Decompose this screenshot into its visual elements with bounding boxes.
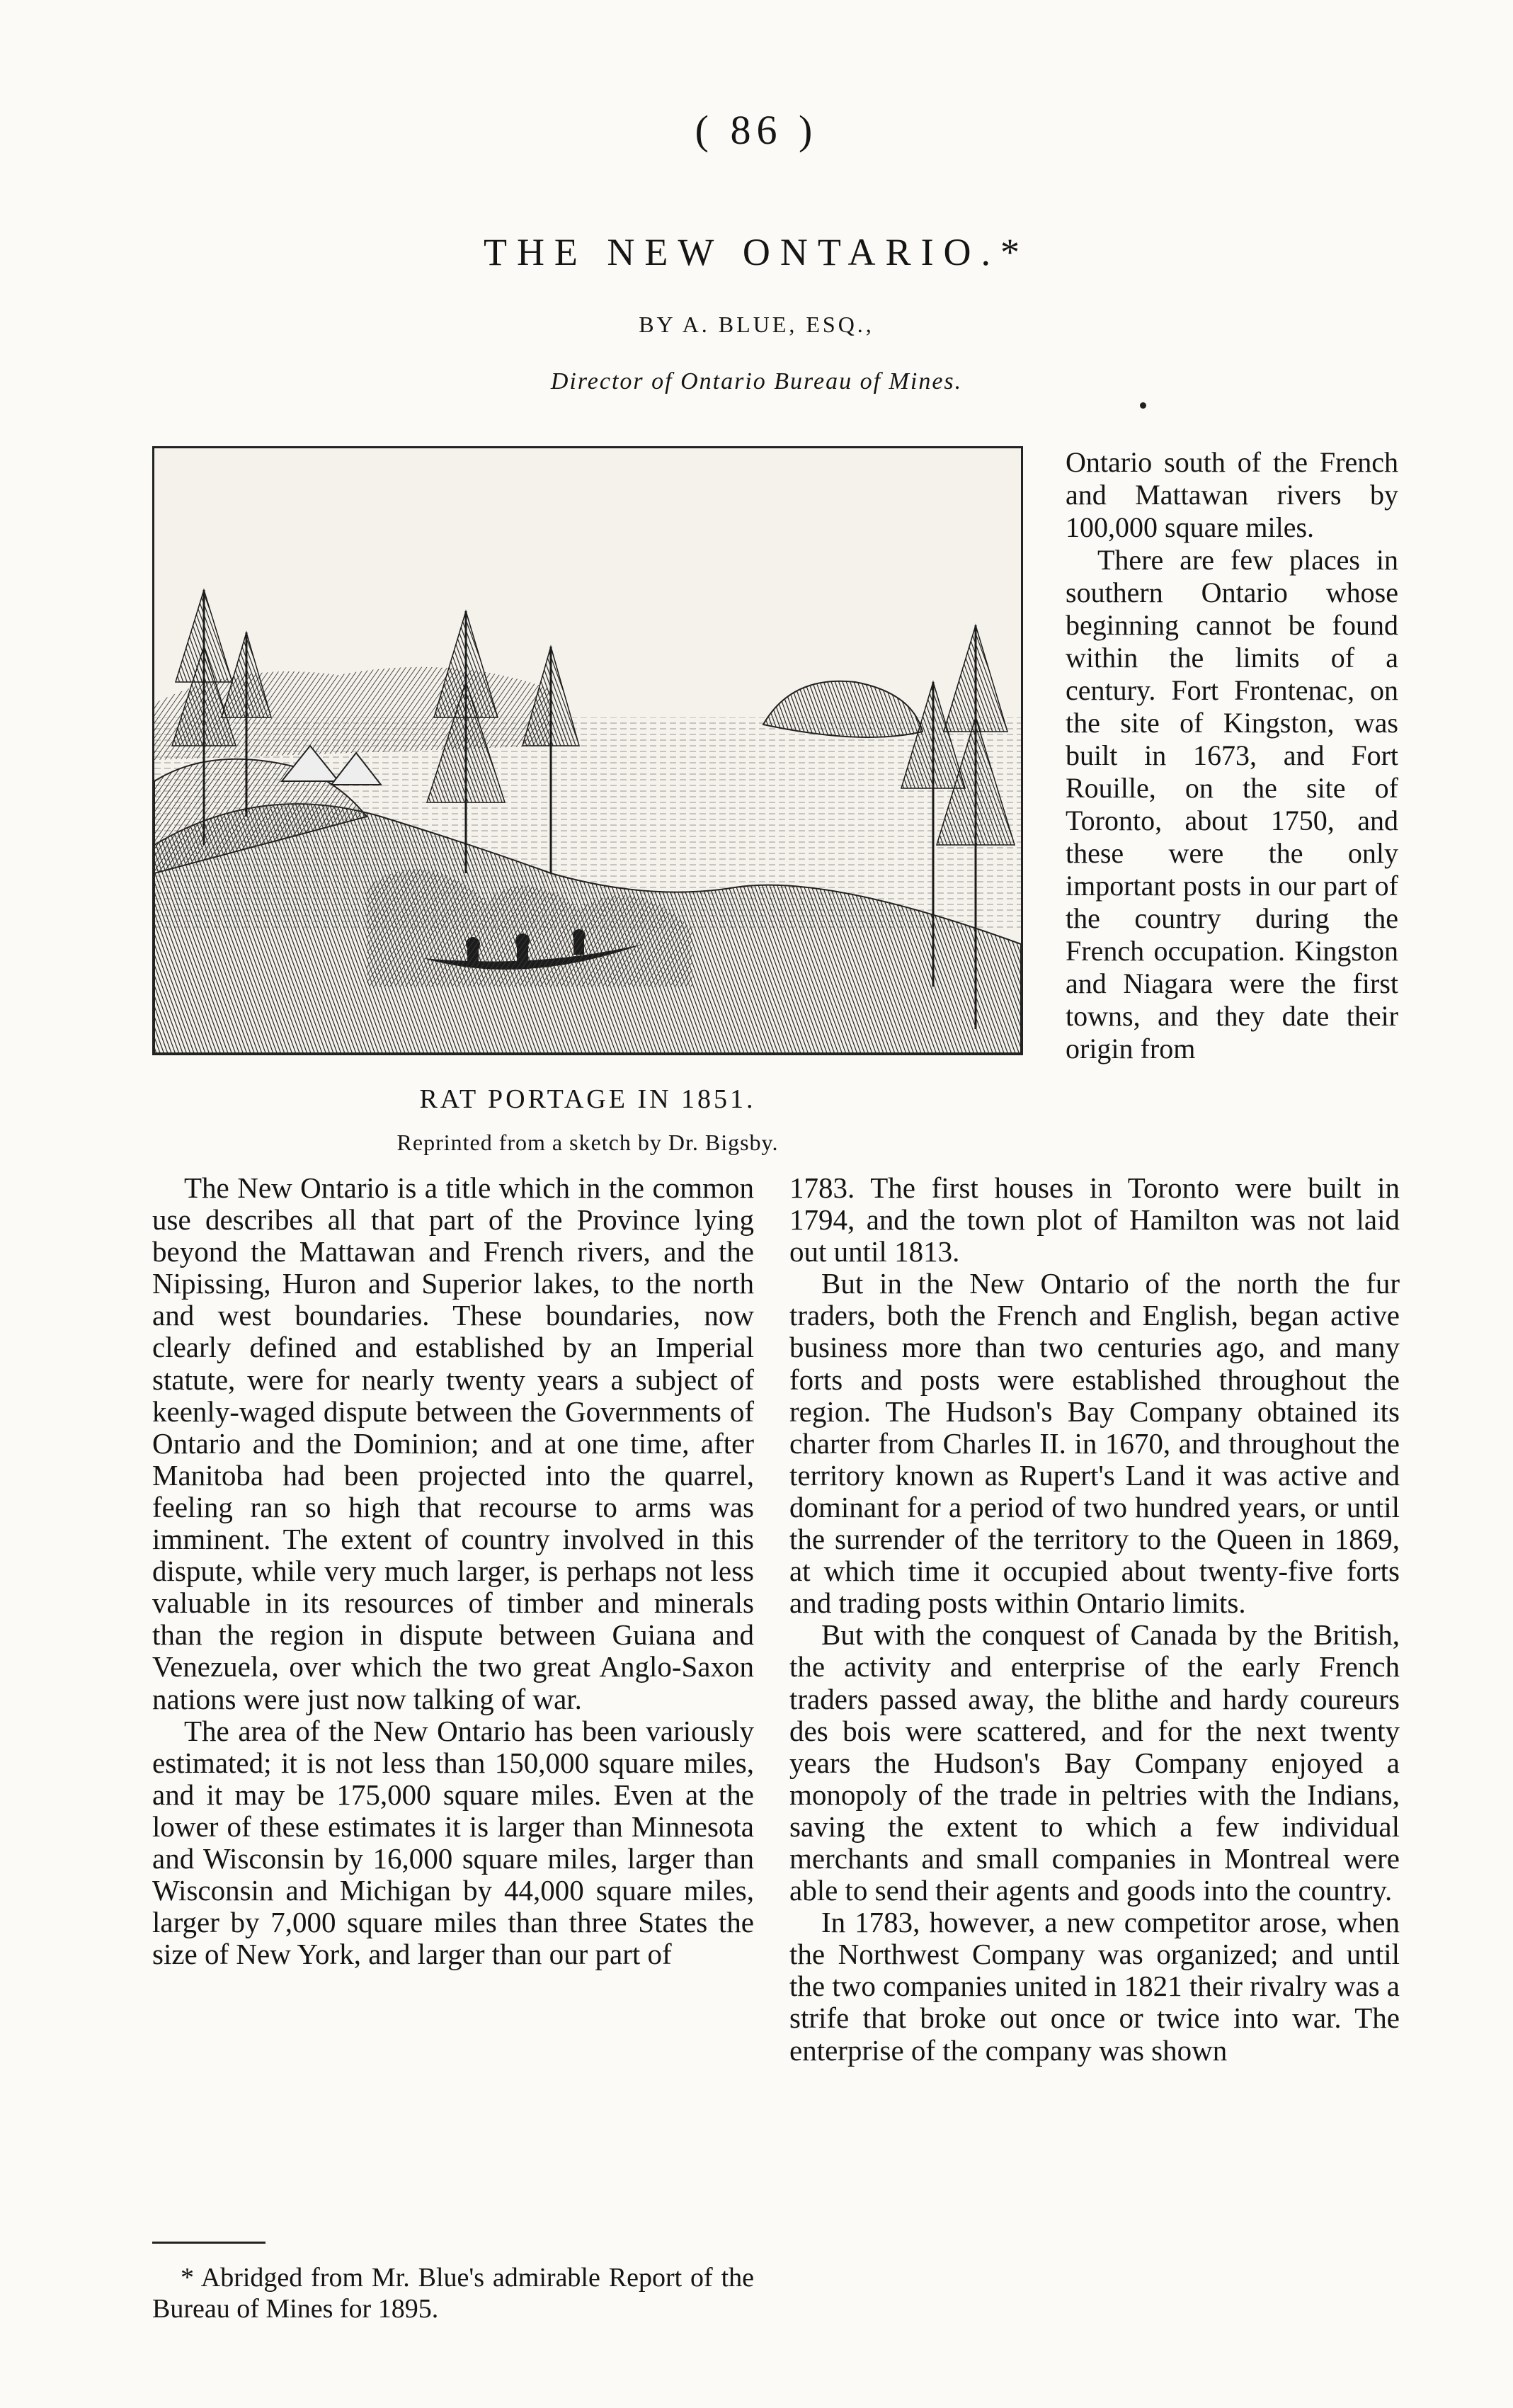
engraving-illustration xyxy=(152,446,1023,1055)
paragraph: But with the conquest of Canada by the British, the activity and enterprise of the early French traders passed away, the blithe and hardy coureurs des bois were scattered, and for the next twenty years the Hudson's Bay Company enjoyed a monopoly of the trade in peltries with the Indians, saving the extent to which a few individual merchants and small companies in Montreal were able to send their agents and goods into the country. xyxy=(789,1618,1400,1907)
figure-credit: Reprinted from a sketch by Dr. Bigsby. xyxy=(396,1130,779,1155)
right-column xyxy=(789,1172,1400,2067)
left-column xyxy=(152,1172,754,1970)
author-byline: BY A. BLUE, ESQ., xyxy=(639,312,874,337)
paragraph: But in the New Ontario of the north the fur traders, both the French and English, began active business more than two centuries ago, and many forts and posts were established throughout the region. The Hudson's Bay Company obtained its charter from Charles II. in 1670, and throughout the territory known as Rupert's Land it was active and dominant for a period of two hundred years, or until the surrender of the territory to the Queen in 1869, at which time it occupied about twenty-five forts and trading posts within Ontario limits. xyxy=(789,1267,1400,1620)
paragraph: In 1783, however, a new competitor arose, when the Northwest Company was organized; and until the two companies united in 1821 their rivalry was a strife that broke out once or twice into war. The enterprise of the company was shown xyxy=(789,1906,1400,2067)
footnote-rule xyxy=(152,2242,266,2244)
article-title: THE NEW ONTARIO.* xyxy=(483,231,1030,273)
figure-caption: RAT PORTAGE IN 1851. xyxy=(419,1084,756,1114)
author-affiliation: Director of Ontario Bureau of Mines. xyxy=(550,368,963,394)
rat-portage-engraving xyxy=(154,448,1021,1053)
footnote-text: * Abridged from Mr. Blue's admirable Report of the Bureau of Mines for 1895. xyxy=(152,2263,754,2324)
paragraph: 1783. The first houses in Toronto were built in 1794, and the town plot of Hamilton was not laid out until 1813. xyxy=(789,1171,1400,1268)
paragraph: Ontario south of the French and Mattawan rivers by 100,000 square miles. xyxy=(1066,446,1398,543)
page-number: ( 86 ) xyxy=(695,107,818,153)
paragraph: There are few places in southern Ontario whose beginning cannot be found within the limits of a century. Fort Frontenac, on the site of Kingston, was built in 1673, and Fort Rouille, on the site of Toronto, about 1750, and these were the only important posts in our part of the country during the French occupation. Kingston and Niagara were the first towns, and they date their origin from xyxy=(1066,544,1398,1064)
footnote xyxy=(152,2263,754,2324)
right-column-top xyxy=(1066,446,1398,1065)
speck-mark xyxy=(1140,402,1146,409)
paragraph: The New Ontario is a title which in the common use describes all that part of the Province lying beyond the Mattawan and French rivers, and the Nipissing, Huron and Superior lakes, to the north and west boundaries. These boundaries, now clearly defined and established by an Imperial statute, were for nearly twenty years a subject of keenly-waged dispute between the Governments of Ontario and the Dominion; and at one time, after Manitoba had been projected into the quarrel, feeling ran so high that recourse to arms was imminent. The extent of country involved in this dispute, while very much larger, is perhaps not less valuable in its resources of timber and minerals than the region in dispute between Guiana and Venezuela, over which the two great Anglo-Saxon nations were just now talking of war. xyxy=(152,1171,754,1715)
paragraph: The area of the New Ontario has been variously estimated; it is not less than 150,000 square miles, and it may be 175,000 square miles. Even at the lower of these estimates it is larger than Minnesota and Wisconsin by 16,000 square miles, larger than Wisconsin and Michigan by 44,000 square miles, larger by 7,000 square miles than three States the size of New York, and larger than our part of xyxy=(152,1714,754,1971)
